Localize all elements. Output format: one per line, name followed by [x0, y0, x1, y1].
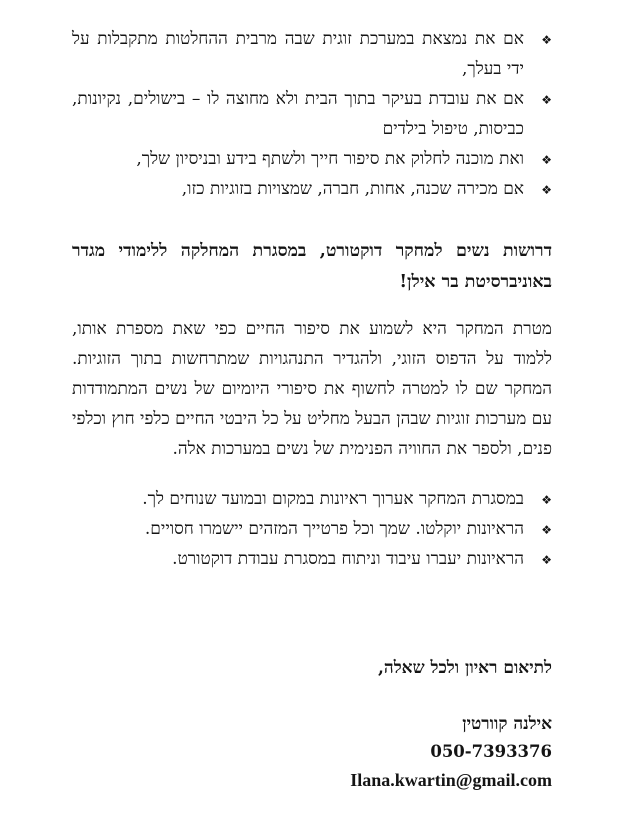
bullet-list-item — [72, 174, 552, 204]
bullet-item-text: במסגרת המחקר אערוך ראיונות במקום ובמועד שנוחים לך. — [142, 489, 524, 509]
diamond-bullet-icon: ❖ — [541, 33, 552, 47]
closing-line: לתיאום ראיון ולכל שאלה, — [378, 658, 552, 678]
diamond-bullet-icon: ❖ — [541, 93, 552, 107]
bullet-list-item — [72, 144, 552, 174]
headline: דרושות נשים למחקר דוקטורט, במסגרת המחלקה ללימודי מגדר באוניברסיטת בר אילן! — [72, 241, 552, 292]
bullet-list-item — [72, 514, 552, 544]
diamond-bullet-icon: ❖ — [541, 183, 552, 197]
phone-number: 050-7393376 — [430, 742, 552, 761]
diamond-bullet-icon: ❖ — [541, 153, 552, 167]
bullet-list-item — [72, 484, 552, 514]
contact-name: אילנה קוורטין — [462, 714, 552, 734]
bullet-item-text: הראיונות יוקלטו. שמך וכל פרטייך המזהים יישמרו חסויים. — [144, 519, 524, 539]
bullet-item-text: ואת מוכנה לחלוק את סיפור חייך ולשתף בידע ובניסיון שלך, — [136, 149, 524, 169]
details-bullet-list — [72, 484, 552, 574]
bullet-list-item — [72, 544, 552, 574]
bullet-item-text: אם מכירה שכנה, אחות, חברה, שמצויות בזוגיות כזו, — [181, 179, 524, 199]
diamond-bullet-icon: ❖ — [541, 523, 552, 537]
contact-block — [72, 710, 552, 795]
intro-bullet-list — [72, 24, 552, 204]
bullet-list-item — [72, 24, 552, 84]
diamond-bullet-icon: ❖ — [541, 493, 552, 507]
bullet-item-text: אם את עובדת בעיקר בתוך הבית ולא מחוצה לו – בישולים, נקיונות, כביסות, טיפול בילדים — [72, 89, 524, 139]
body-paragraph: מטרת המחקר היא לשמוע את סיפור החיים כפי שאת מספרת אותו, ללמוד על הדפוס הזוגי, ולהגדיר התנהגויות שמתרחשות בתוך הזוגיות. המחקר שם לו למטרה לחשוף את סיפורי היומיום של נשים המתמודדות עם מערכות זוגיות שבהן הבעל מחליט על כל היבטי החיים כלפי חוץ וכלפי פנים, ולספר את החוויה הפנימית של נשים במערכות אלה. — [72, 319, 552, 459]
bullet-item-text: הראיונות יעברו עיבוד וניתוח במסגרת עבודת דוקטורט. — [172, 549, 524, 569]
contact-phone — [72, 738, 552, 765]
bullet-list-item — [72, 84, 552, 144]
bullet-item-text: אם את נמצאת במערכת זוגית שבה מרבית ההחלטות מתקבלות על ידי בעלך, — [72, 29, 524, 79]
diamond-bullet-icon: ❖ — [541, 553, 552, 567]
contact-email: Ilana.kwartin@gmail.com — [350, 770, 552, 790]
